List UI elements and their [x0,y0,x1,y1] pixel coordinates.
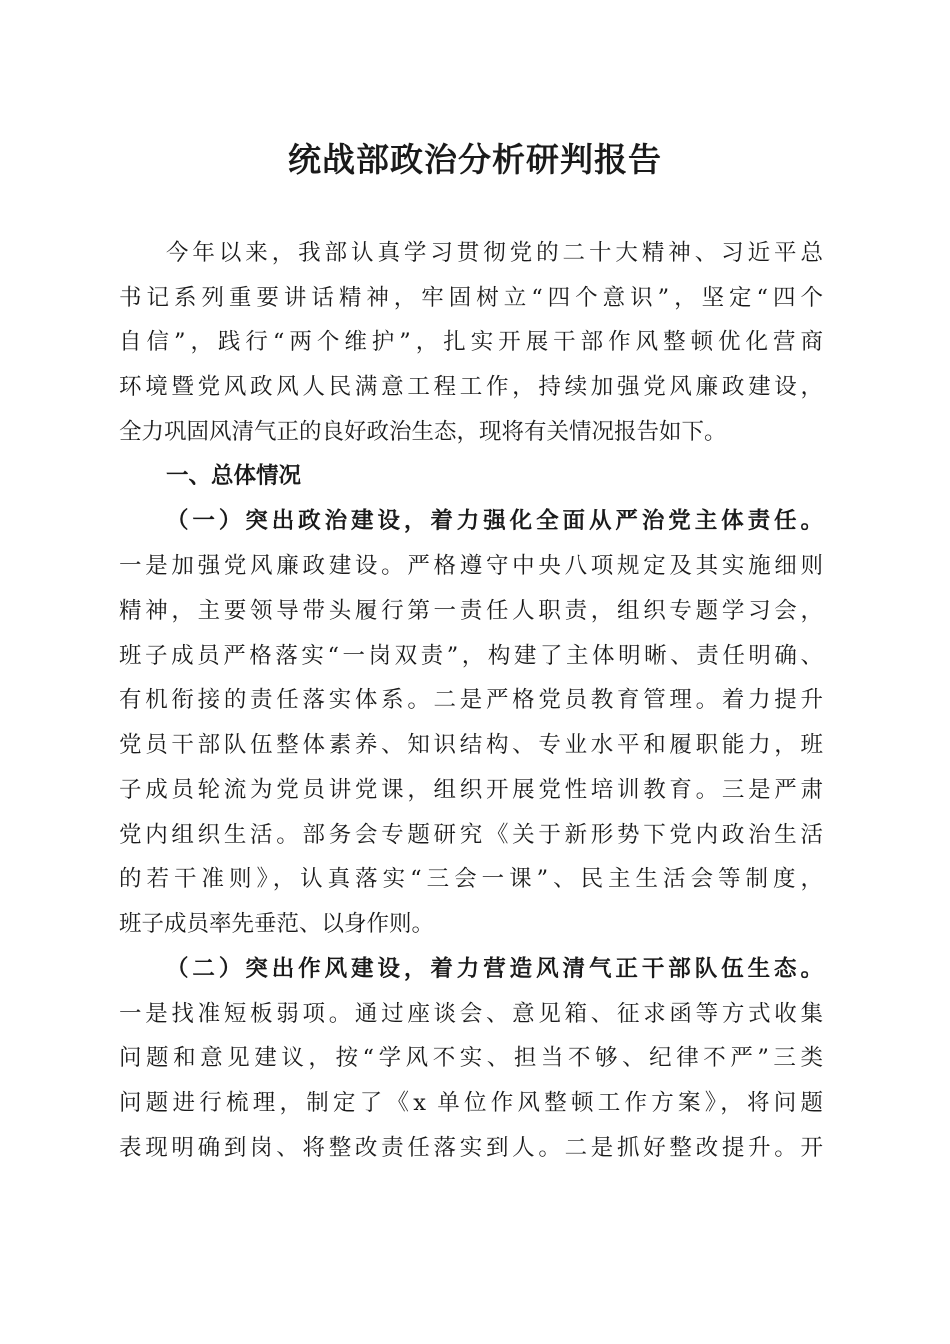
section-heading: 一、总体情况 [166,463,302,489]
paragraph-line: 党内组织生活。部务会专题研究《关于新形势下党内政治生活 [119,822,823,848]
paragraph-line: 的若干准则》，认真落实“三会一课”、民主生活会等制度， [119,866,823,892]
paragraph-line: 精神，主要领导带头履行第一责任人职责，组织专题学习会， [119,598,823,624]
paragraph-line: 班子成员严格落实“一岗双责”，构建了主体明晰、责任明确、 [119,643,823,669]
paragraph-line: 书记系列重要讲话精神，牢固树立“四个意识”，坚定“四个 [119,285,823,311]
paragraph-line: 全力巩固风清气正的良好政治生态，现将有关情况报告如下。 [119,419,727,445]
paragraph-line: 环境暨党风政风人民满意工程工作，持续加强党风廉政建设， [119,374,823,400]
paragraph-line: 班子成员率先垂范、以身作则。 [119,911,435,937]
paragraph-line: 一是找准短板弱项。通过座谈会、意见箱、征求函等方式收集 [119,1001,823,1027]
subsection-heading: （二）突出作风建设，着力营造风清气正干部队伍生态。 [166,956,823,982]
document-title: 统战部政治分析研判报告 [288,140,662,179]
paragraph-line: 今年以来，我部认真学习贯彻党的二十大精神、习近平总 [166,240,823,266]
subsection-heading: （一）突出政治建设，着力强化全面从严治党主体责任。 [166,508,823,534]
paragraph-line: 有机衔接的责任落实体系。二是严格党员教育管理。着力提升 [119,687,823,713]
paragraph-line: 问题和意见建议，按“学风不实、担当不够、纪律不严”三类 [119,1045,823,1071]
paragraph-line: 自信”，践行“两个维护”，扎实开展干部作风整顿优化营商 [119,329,823,355]
paragraph-line: 党员干部队伍整体素养、知识结构、专业水平和履职能力，班 [119,732,823,758]
paragraph-line: 子成员轮流为党员讲党课，组织开展党性培训教育。三是严肃 [119,777,823,803]
paragraph-line: 问题进行梳理，制定了《x 单位作风整顿工作方案》，将问题 [119,1090,823,1116]
paragraph-line: 表现明确到岗、将整改责任落实到人。二是抓好整改提升。开 [119,1135,823,1161]
paragraph-line: 一是加强党风廉政建设。严格遵守中央八项规定及其实施细则 [119,553,823,579]
